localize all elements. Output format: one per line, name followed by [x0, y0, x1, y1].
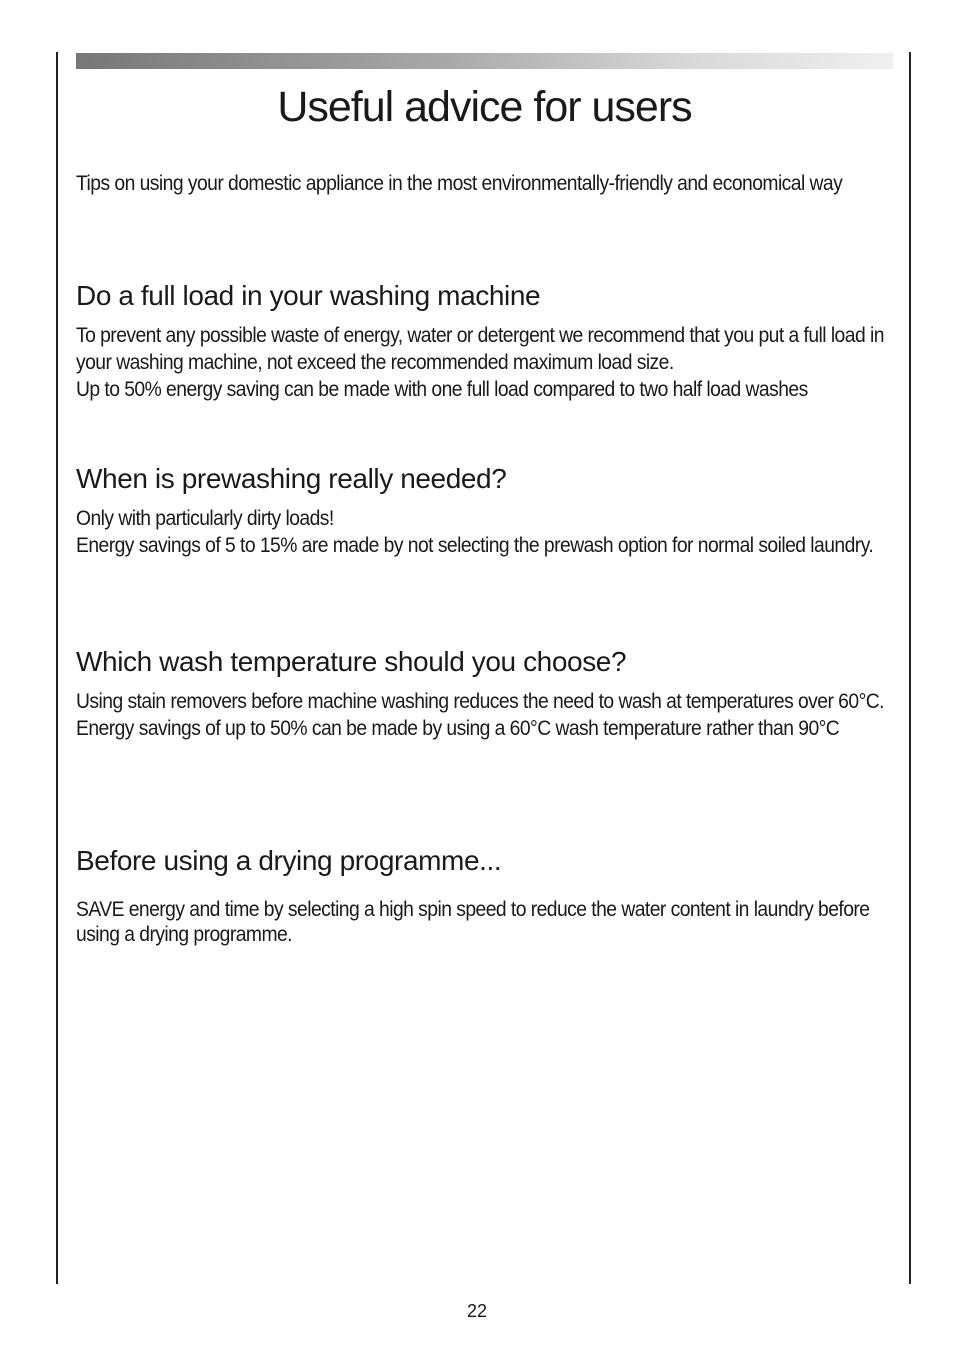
body-line: Using stain removers before machine washing reduces the need to wash at temperatures over 60°C. — [76, 690, 884, 713]
section-heading: When is prewashing really needed? — [76, 463, 507, 494]
body-line: Up to 50% energy saving can be made with one full load compared to two half load washes — [76, 378, 808, 401]
section-heading: Do a full load in your washing machine — [76, 280, 541, 311]
section-prewashing — [76, 461, 893, 559]
right-margin-rule — [909, 52, 911, 1284]
body-line: Energy savings of up to 50% can be made by using a 60°C wash temperature rather than 90°C — [76, 717, 840, 740]
header-gradient-bar — [76, 53, 893, 69]
page-number: 22 — [466, 1301, 488, 1321]
body-line: SAVE energy and time by selecting a high spin speed to reduce the water content in laundry before using a drying programme. — [76, 898, 870, 946]
section-body — [76, 505, 895, 559]
section-drying-programme — [76, 843, 893, 947]
intro-text: Tips on using your domestic appliance in the most environmentally-friendly and economical way — [76, 172, 843, 195]
section-heading: Before using a drying programme... — [76, 845, 502, 876]
page-title: Useful advice for users — [277, 83, 692, 131]
section-body — [76, 688, 895, 742]
body-line: Energy savings of 5 to 15% are made by not selecting the prewash option for normal soiled laundry. — [76, 534, 874, 557]
left-margin-rule — [56, 52, 58, 1284]
body-line: Only with particularly dirty loads! — [76, 507, 334, 530]
section-body — [76, 322, 895, 403]
section-body — [76, 897, 895, 947]
section-wash-temperature — [76, 644, 893, 742]
section-full-load — [76, 278, 893, 403]
section-heading: Which wash temperature should you choose? — [76, 646, 627, 677]
body-line: To prevent any possible waste of energy, water or detergent we recommend that you put a full load in your washing machine, not exceed the recommended maximum load size. — [76, 324, 884, 374]
